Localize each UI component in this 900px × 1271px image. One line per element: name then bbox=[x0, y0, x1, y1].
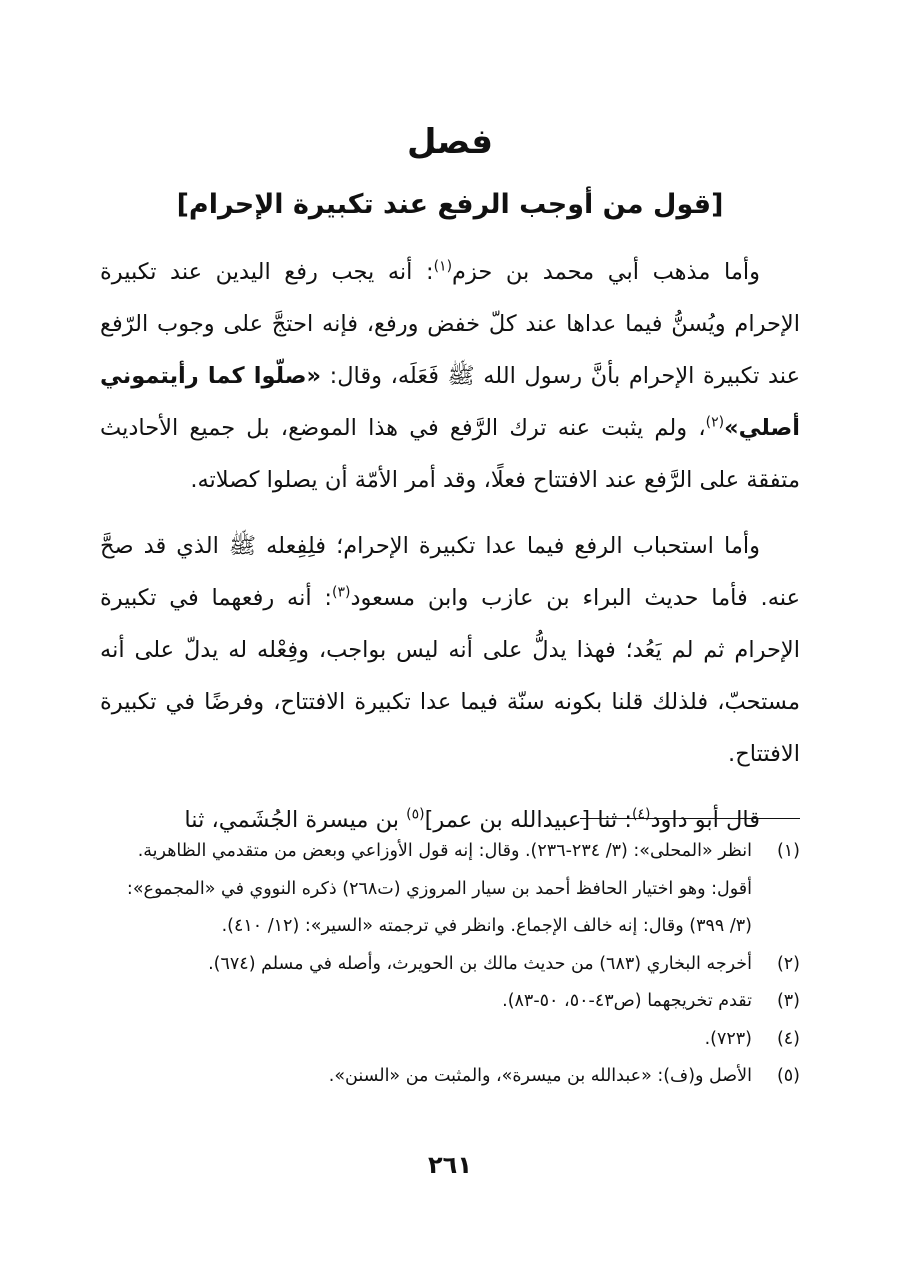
paragraph-3-part-3: بن ميسرة الجُشَمي، ثنا bbox=[184, 807, 407, 833]
footnote-line: الأصل و(ف): «عبدالله بن ميسرة»، والمثبت من «السنن». bbox=[328, 1066, 752, 1086]
footnote-text bbox=[100, 946, 752, 984]
paragraph-1-part-1: وأما مذهب أبي محمد بن حزم bbox=[452, 259, 760, 285]
footnote-line: أخرجه البخاري (٦٨٣) من حديث مالك بن الحويرث، وأصله في مسلم (٦٧٤). bbox=[208, 953, 752, 974]
footnote-number: (٢) bbox=[776, 953, 800, 974]
footnote-ref-5[interactable]: (٥) bbox=[406, 806, 425, 823]
footnote-divider bbox=[580, 818, 800, 819]
footnote-text bbox=[100, 1058, 752, 1096]
footnote-text bbox=[100, 1021, 752, 1059]
footnote-text bbox=[100, 983, 752, 1021]
hadith-quote: «صلّوا كما رأيتموني أصلي» bbox=[100, 363, 800, 441]
footnote-ref-1[interactable]: (١) bbox=[433, 258, 453, 275]
paragraph-3-part-1: قال أبو داود bbox=[650, 807, 760, 833]
paragraph-2-part-2: : أنه رفعهما في تكبيرة الإحرام ثم لم يَعُد؛ فهذا يدلُّ على أنه ليس بواجب، وفِعْله له يدلّ على أنه مستحبّ، فلذلك قلنا بكونه سنّة فيما عدا تكبيرة الافتتاح، وفرضًا في تكبيرة الافتتاح. bbox=[100, 585, 800, 767]
footnote-line: تقدم تخريجهما (ص٤٣-٥٠، ٥٠-٨٣). bbox=[502, 991, 752, 1011]
footnote-4 bbox=[100, 1021, 800, 1059]
paragraph-3-part-2: : ثنا [عبيدالله بن عمر] bbox=[424, 807, 632, 833]
footnote-ref-4[interactable]: (٤) bbox=[631, 806, 651, 823]
footnote-1 bbox=[100, 833, 800, 946]
footnote-text bbox=[100, 833, 752, 946]
footnote-line: انظر «المحلى»: (٣/ ٢٣٤-٢٣٦). وقال: إنه قول الأوزاعي وبعض من متقدمي الظاهرية. bbox=[137, 841, 752, 861]
footnote-2 bbox=[100, 946, 800, 984]
paragraph-1-part-3: ، ولم يثبت عنه ترك الرَّفع في هذا الموضع، بل جميع الأحاديث متفقة على الرَّفع عند الافتتاح فعلًا، وقد أمر الأمّة أن يصلوا كصلاته. bbox=[100, 415, 800, 493]
paragraph-1-part-2: : أنه يجب رفع اليدين عند تكبيرة الإحرام ويُسنُّ فيما عداها عند كلّ خفض ورفع، فإنه احتجَّ على وجوب الرّفع عند تكبيرة الإحرام بأنَّ رسول الله ﷺ فَعَلَه، وقال: bbox=[100, 259, 800, 389]
page-number: ٢٦١ bbox=[428, 1151, 472, 1179]
paragraph-1 bbox=[100, 246, 800, 506]
footnote-ref-2[interactable]: (٢) bbox=[705, 414, 725, 431]
section-heading: [قول من أوجب الرفع عند تكبيرة الإحرام] bbox=[176, 189, 724, 220]
footnote-3 bbox=[100, 983, 800, 1021]
footnote-ref-3[interactable]: (٣) bbox=[332, 584, 351, 601]
footnotes bbox=[100, 833, 800, 1096]
footnote-line: (٧٢٣). bbox=[704, 1028, 752, 1049]
footnote-line: (٣/ ٣٩٩) وقال: إنه خالف الإجماع. وانظر في ترجمته «السير»: (١٢/ ٤١٠). bbox=[221, 916, 752, 936]
footnote-number: (٤) bbox=[776, 1028, 800, 1049]
main-text bbox=[100, 246, 800, 846]
footnote-number: (١) bbox=[776, 841, 800, 861]
chapter-title: فصل bbox=[406, 122, 494, 162]
paragraph-2-part-1: وأما استحباب الرفع فيما عدا تكبيرة الإحرام؛ فلِفِعله ﷺ الذي قد صحَّ عنه. فأما حديث البراء بن عازب وابن مسعود bbox=[100, 533, 800, 611]
paragraph-2 bbox=[100, 520, 800, 780]
footnote-number: (٣) bbox=[776, 991, 800, 1011]
footnote-5 bbox=[100, 1058, 800, 1096]
footnote-number: (٥) bbox=[776, 1066, 800, 1086]
footnote-line: أقول: وهو اختيار الحافظ أحمد بن سيار المروزي (ت٢٦٨) ذكره النووي في «المجموع»: bbox=[126, 878, 752, 899]
